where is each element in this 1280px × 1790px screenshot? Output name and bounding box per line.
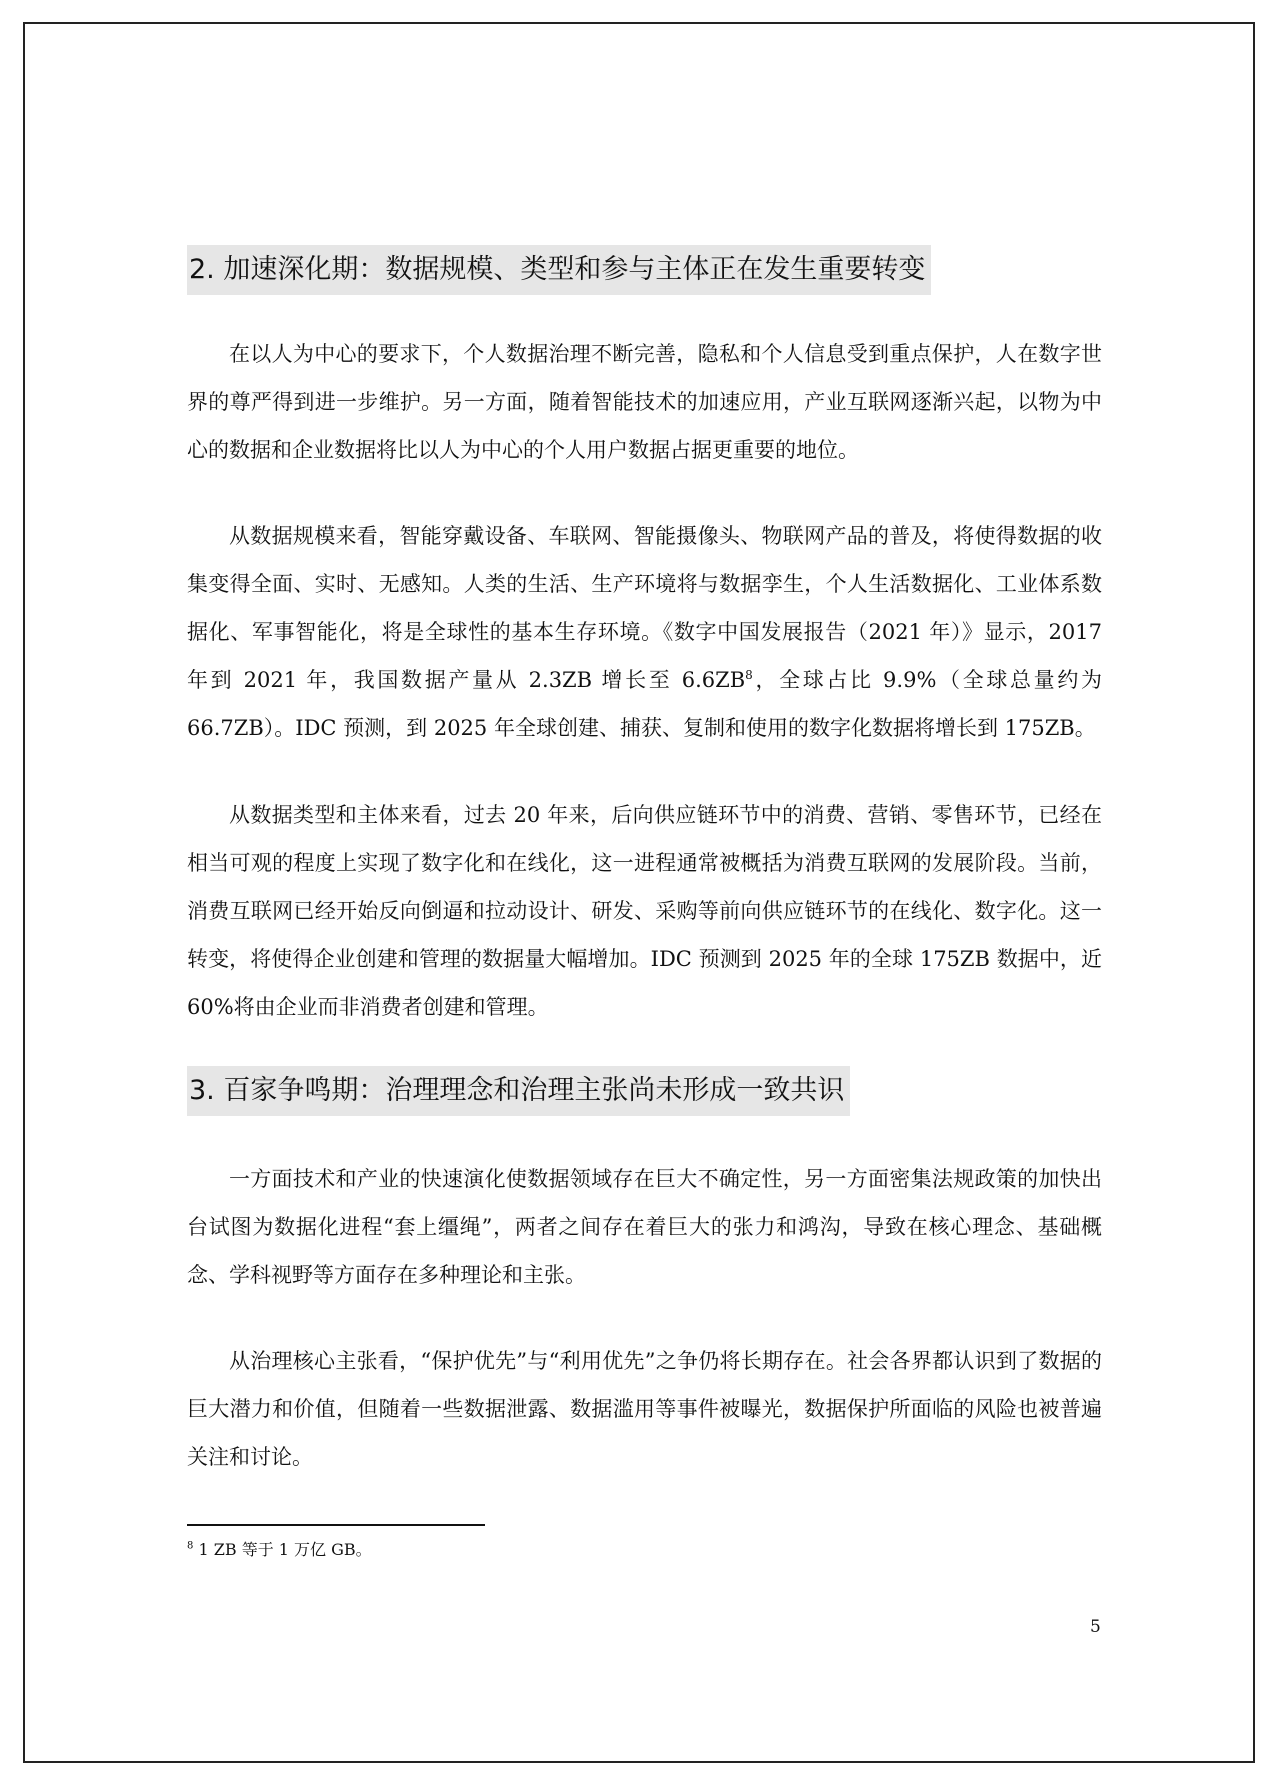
- paragraph-1: 在以人为中心的要求下，个人数据治理不断完善，隐私和个人信息受到重点保护，人在数字世界的尊严得到进一步维护。另一方面，随着智能技术的加速应用，产业互联网逐渐兴起，以物为中心的数据和企业数据将比以人为中心的个人用户数据占据更重要的地位。: [187, 342, 1102, 462]
- footnote-number: 8: [187, 1540, 194, 1552]
- section-heading-2: 2. 加速深化期：数据规模、类型和参与主体正在发生重要转变: [187, 245, 931, 295]
- paragraph-5: 从治理核心主张看，“保护优先”与“利用优先”之争仍将长期存在。社会各界都认识到了数据的巨大潜力和价值，但随着一些数据泄露、数据滥用等事件被曝光，数据保护所面临的风险也被普遍关注和讨论。: [187, 1349, 1102, 1469]
- paragraph-2-text-b: ，全球占比 9.9%（全球总量约为 66.7ZB）。IDC 预测，到 2025 年全球创建、捕获、复制和使用的数字化数据将增长到 175ZB。: [187, 668, 1102, 740]
- footnote-separator: [187, 1524, 485, 1526]
- paragraph-4: 一方面技术和产业的快速演化使数据领域存在巨大不确定性，另一方面密集法规政策的加快出台试图为数据化进程“套上缰绳”，两者之间存在着巨大的张力和鸿沟，导致在核心理念、基础概念、学科视野等方面存在多种理论和主张。: [187, 1167, 1102, 1287]
- paragraph-3: 从数据类型和主体来看，过去 20 年来，后向供应链环节中的消费、营销、零售环节，已经在相当可观的程度上实现了数字化和在线化，这一进程通常被概括为消费互联网的发展阶段。当前，消费互联网已经开始反向倒逼和拉动设计、研发、采购等前向供应链环节的在线化、数字化。这一转变，将使得企业创建和管理的数据量大幅增加。IDC 预测到 2025 年的全球 175ZB 数据中，近 60%将由企业而非消费者创建和管理。: [187, 803, 1102, 1019]
- section-heading-3: 3. 百家争鸣期：治理理念和治理主张尚未形成一致共识: [187, 1066, 850, 1116]
- paragraph-2: [187, 512, 1102, 752]
- paragraph-2-text-a: 从数据规模来看，智能穿戴设备、车联网、智能摄像头、物联网产品的普及，将使得数据的收集变得全面、实时、无感知。人类的生活、生产环境将与数据孪生，个人生活数据化、工业体系数据化、军事智能化，将是全球性的基本生存环境。《数字中国发展报告（2021 年）》显示，2017 年到 2021 年，我国数据产量从 2.3ZB 增长至 6.6ZB: [187, 524, 1102, 692]
- footnote: [187, 1538, 372, 1562]
- page-number: 5: [1090, 1617, 1101, 1637]
- footnote-text: 1 ZB 等于 1 万亿 GB。: [193, 1540, 372, 1559]
- footnote-ref: 8: [745, 668, 753, 682]
